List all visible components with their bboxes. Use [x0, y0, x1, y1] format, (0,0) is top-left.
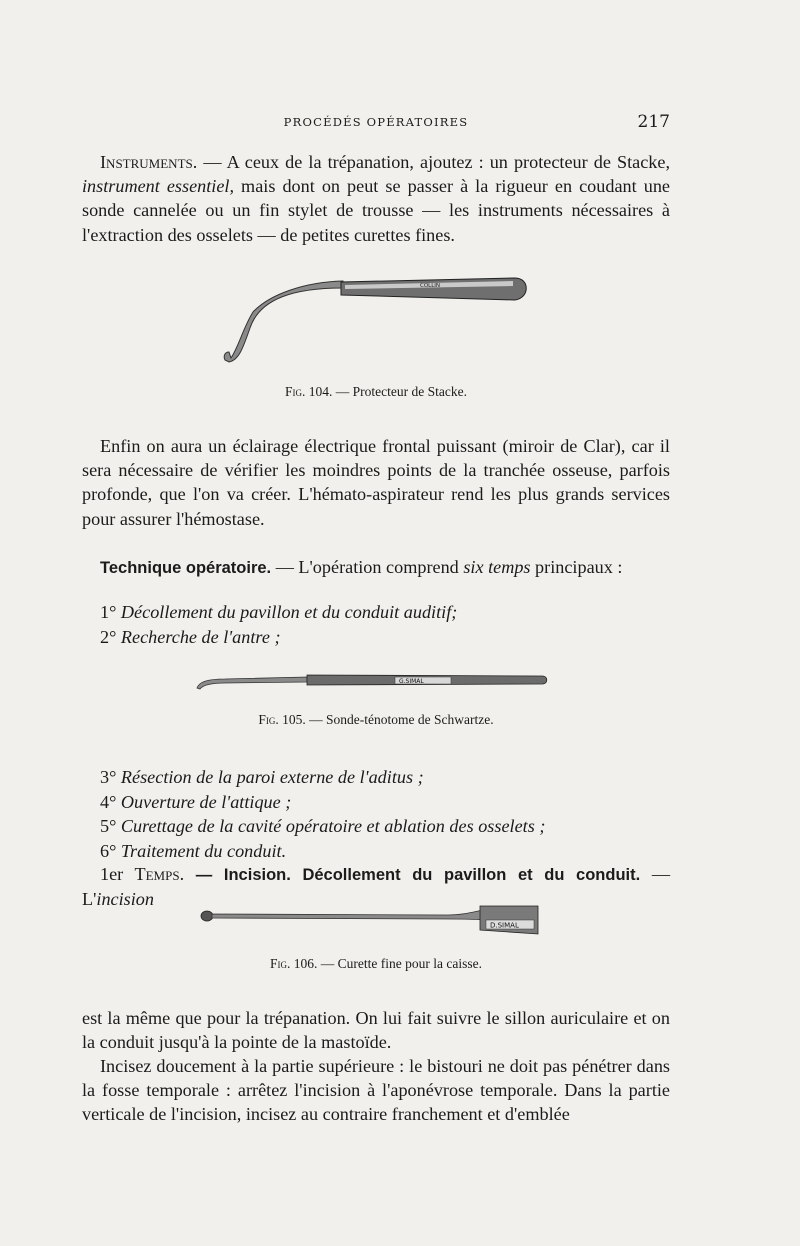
figure-105-schwartze-probe — [195, 668, 550, 694]
technique-heading: Technique opératoire. — [100, 559, 272, 577]
paragraph-incisez: Incisez doucement à la partie supérieure : le bistouri ne doit pas pénétrer dans la fosse temporale : arrêtez l'incision à l'aponévrose temporale. Dans la partie verticale de l'incision, incisez au contraire franchement et d'emblée — [82, 1056, 670, 1125]
step-text: Traitement du conduit. — [116, 840, 287, 861]
technique-text-b: principaux : — [530, 557, 623, 577]
technique-italic: six temps — [463, 557, 531, 577]
page-number: 217 — [637, 112, 670, 132]
step-num: 1° — [100, 602, 117, 622]
fig104-prefix: Fig. 104. — [285, 384, 333, 399]
fig106-caption-text: — Curette fine pour la caisse. — [317, 956, 482, 971]
step-text: Ouverture de l'attique ; — [116, 791, 292, 812]
step-num: 6° — [100, 840, 117, 861]
instruments-text-a: — A ceux de la trépanation, ajoutez : un protecteur de Stacke, — [197, 152, 670, 172]
premier-temps-bold: — Incision. Décollement du pavillon et du conduit. — [184, 866, 641, 884]
fig105-handle-label: G.SIMAL — [399, 678, 424, 685]
step-num: 4° — [100, 791, 117, 812]
instruments-text-b: mais dont on peut se passer à la rigueur en coudant une sonde cannelée ou un fin stylet de trousse — les instruments nécessaires à l'extraction des osselets — de petites curettes fines. — [82, 176, 670, 245]
step-text: Résection de la paroi externe de l'aditus ; — [116, 767, 424, 787]
paragraph-eclairage: Enfin on aura un éclairage électrique frontal puissant (miroir de Clar), car il sera nécessaire de vérifier les moindres points de la tranchée osseuse, parfois profonde, que l'on va créer. L'hémato-aspirateur rend les plus grands services pour assurer l'hémostase. — [82, 436, 670, 529]
list-item — [82, 600, 670, 625]
step-text: Décollement du pavillon et du conduit auditif; — [116, 602, 458, 622]
paragraph-instruments — [82, 150, 670, 247]
list-item — [82, 814, 670, 839]
premier-temps-italic: incision — [96, 889, 154, 910]
steps-list-b — [82, 765, 670, 863]
running-header — [82, 112, 670, 134]
paragraph-technique — [82, 555, 670, 580]
premier-temps-lead: Temps. — [123, 864, 185, 884]
figure-106-fine-curette — [198, 900, 543, 940]
instruments-italic: instrument essentiel, — [82, 176, 235, 197]
figure-106-caption — [82, 956, 670, 972]
list-item — [82, 765, 670, 790]
fig106-prefix: Fig. 106. — [270, 956, 318, 971]
fig104-handle-label: COLLIN — [420, 283, 441, 289]
step-num: 5° — [100, 816, 117, 836]
steps-list-a — [82, 600, 670, 649]
premier-temps-text-a: — L' — [82, 864, 671, 910]
instruments-lead: Instruments. — [100, 152, 198, 172]
fig106-handle-label: D.SIMAL — [490, 921, 519, 930]
technique-text-a: — L'opération comprend — [271, 557, 464, 577]
fig105-caption-text: — Sonde-ténotome de Schwartze. — [305, 712, 494, 727]
paragraph-incision-cont: est la même que pour la trépanation. On lui fait suivre le sillon auriculaire et on la conduit jusqu'à la pointe de la mastoïde. — [82, 1008, 670, 1053]
figure-104-stacke-protector — [215, 268, 535, 372]
premier-temps-num: 1er — [100, 864, 124, 884]
figure-105-caption — [82, 712, 670, 728]
figure-104-caption — [82, 384, 670, 400]
fig105-prefix: Fig. 105. — [258, 712, 306, 727]
list-item — [82, 790, 670, 815]
fig104-caption-text: — Protecteur de Stacke. — [332, 384, 467, 399]
list-item — [82, 625, 670, 650]
step-text: Curettage de la cavité opératoire et ablation des osselets ; — [116, 816, 546, 836]
step-num: 2° — [100, 626, 117, 647]
step-num: 3° — [100, 767, 117, 787]
list-item — [82, 839, 670, 864]
step-text: Recherche de l'antre ; — [116, 626, 281, 647]
running-title: PROCÉDÉS OPÉRATOIRES — [283, 115, 469, 129]
